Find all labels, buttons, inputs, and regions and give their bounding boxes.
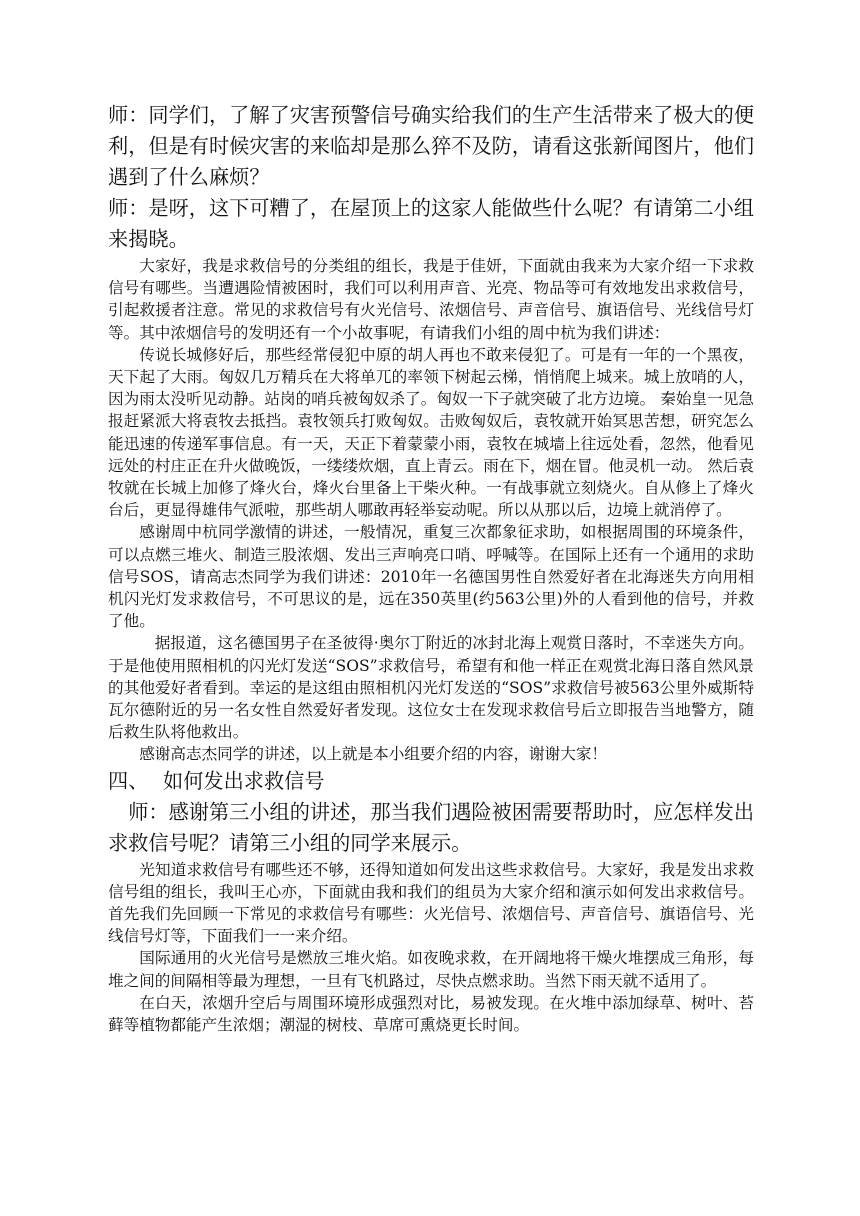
section-number: 四、 [108, 768, 149, 793]
story-paragraph: 传说长城修好后，那些经常侵犯中原的胡人再也不敢来侵犯了。可是有一年的一个黑夜，天下起了大雨。匈奴几万精兵在大将单兀的率领下树起云梯，悄悄爬上城来。城上放哨的人，因为雨太没听见动静。站岗的哨兵被匈奴杀了。匈奴一下子就突破了北方边境。 秦始皇一见急报赶紧派大将袁牧去抵挡。袁牧领兵打败匈奴。击败匈奴后，袁牧就开始冥思苦想，研究怎么能迅速的传递军事信息。有一天，天正下着蒙蒙小雨，袁牧在城墙上往远处看，忽然，他看见远处的村庄正在升火做晚饭，一缕缕炊烟，直上青云。雨在下，烟在冒。他灵机一动。 然后袁牧就在长城上加修了烽火台，烽火台里备上干柴火种。一有战事就立刻烧火。自从修上了烽火台后，更显得雄伟气派啦，那些胡人哪敢再轻举妄动呢。所以从那以后，边境上就消停了。 [108, 345, 754, 520]
smoke-signal-paragraph: 在白天，浓烟升空后与周围环境形成强烈对比，易被发现。在火堆中添加绿草、树叶、苔藓等植物都能产生浓烟；潮湿的树枝、草席可熏烧更长时间。 [108, 993, 754, 1035]
teacher-paragraph-3: 师：感谢第三小组的讲述，那当我们遇险被困需要帮助时，应怎样发出求救信号呢？请第三小组的同学来展示。 [108, 799, 755, 855]
group3-intro-paragraph: 光知道求救信号有哪些还不够，还得知道如何发出这些求救信号。大家好，我是发出求救信号组的组长，我叫王心亦，下面就由我和我们的组员为大家介绍和演示如何发出求救信号。首先我们先回顾一下常见的求救信号有哪些：火光信号、浓烟信号、声音信号、旗语信号、光线信号灯等，下面我们一一来介绍。 [108, 860, 754, 946]
sos-paragraph: 感谢周中杭同学激情的讲述，一般情况，重复三次都象征求助，如根据周围的环境条件，可以点燃三堆火、制造三股浓烟、发出三声响亮口哨、呼喊等。在国际上还有一个通用的求助信号SOS，请高志杰同学为我们讲述：2010年一名德国男性自然爱好者在北海迷失方向用相机闪光灯发求救信号，不可思议的是，远在350英里(约563公里)外的人看到他的信号，并救了他。 [108, 523, 754, 631]
group-intro-paragraph: 大家好，我是求救信号的分类组的组长，我是于佳妍，下面就由我来为大家介绍一下求救信号有哪些。当遭遇险情被困时，我们可以利用声音、光亮、物品等可有效地发出求救信号，引起救援者注意。常见的求救信号有火光信号、浓烟信号、声音信号、旗语信号、光线信号灯等。其中浓烟信号的发明还有一个小故事呢，有请我们小组的周中杭为我们讲述： [108, 257, 754, 342]
fire-signal-paragraph: 国际通用的火光信号是燃放三堆火焰。如夜晚求救，在开阔地将干燥火堆摆成三角形，每堆之间的间隔相等最为理想，一旦有飞机路过，尽快点燃求助。当然下雨天就不适用了。 [108, 949, 754, 990]
teacher-paragraph-2: 师：是呀，这下可糟了，在屋顶上的这家人能做些什么呢？有请第二小组来揭晓。 [108, 196, 755, 251]
document-page [108, 100, 754, 1036]
news-report-paragraph: 据报道，这名德国男子在圣彼得·奥尔丁附近的冰封北海上观赏日落时，不幸迷失方向。于是他使用照相机的闪光灯发送“SOS”求救信号，希望有和他一样正在观赏北海日落自然风景的其他爱好者看到。幸运的是这组由照相机闪光灯发送的“SOS”求救信号被563公里外威斯特瓦尔德附近的另一名女性自然爱好者发现。这位女士在发现求救信号后立即报告当地警方，随后救生队将他救出。 [108, 634, 754, 742]
thanks-paragraph: 感谢高志杰同学的讲述，以上就是本小组要介绍的内容，谢谢大家！ [139, 745, 608, 764]
section-title: 如何发出求救信号 [163, 768, 325, 793]
section-heading [108, 766, 754, 797]
teacher-paragraph-1: 师：同学们，了解了灾害预警信号确实给我们的生产生活带来了极大的便利，但是有时候灾害的来临却是那么猝不及防，请看这张新闻图片，他们遇到了什么麻烦？ [108, 103, 755, 189]
